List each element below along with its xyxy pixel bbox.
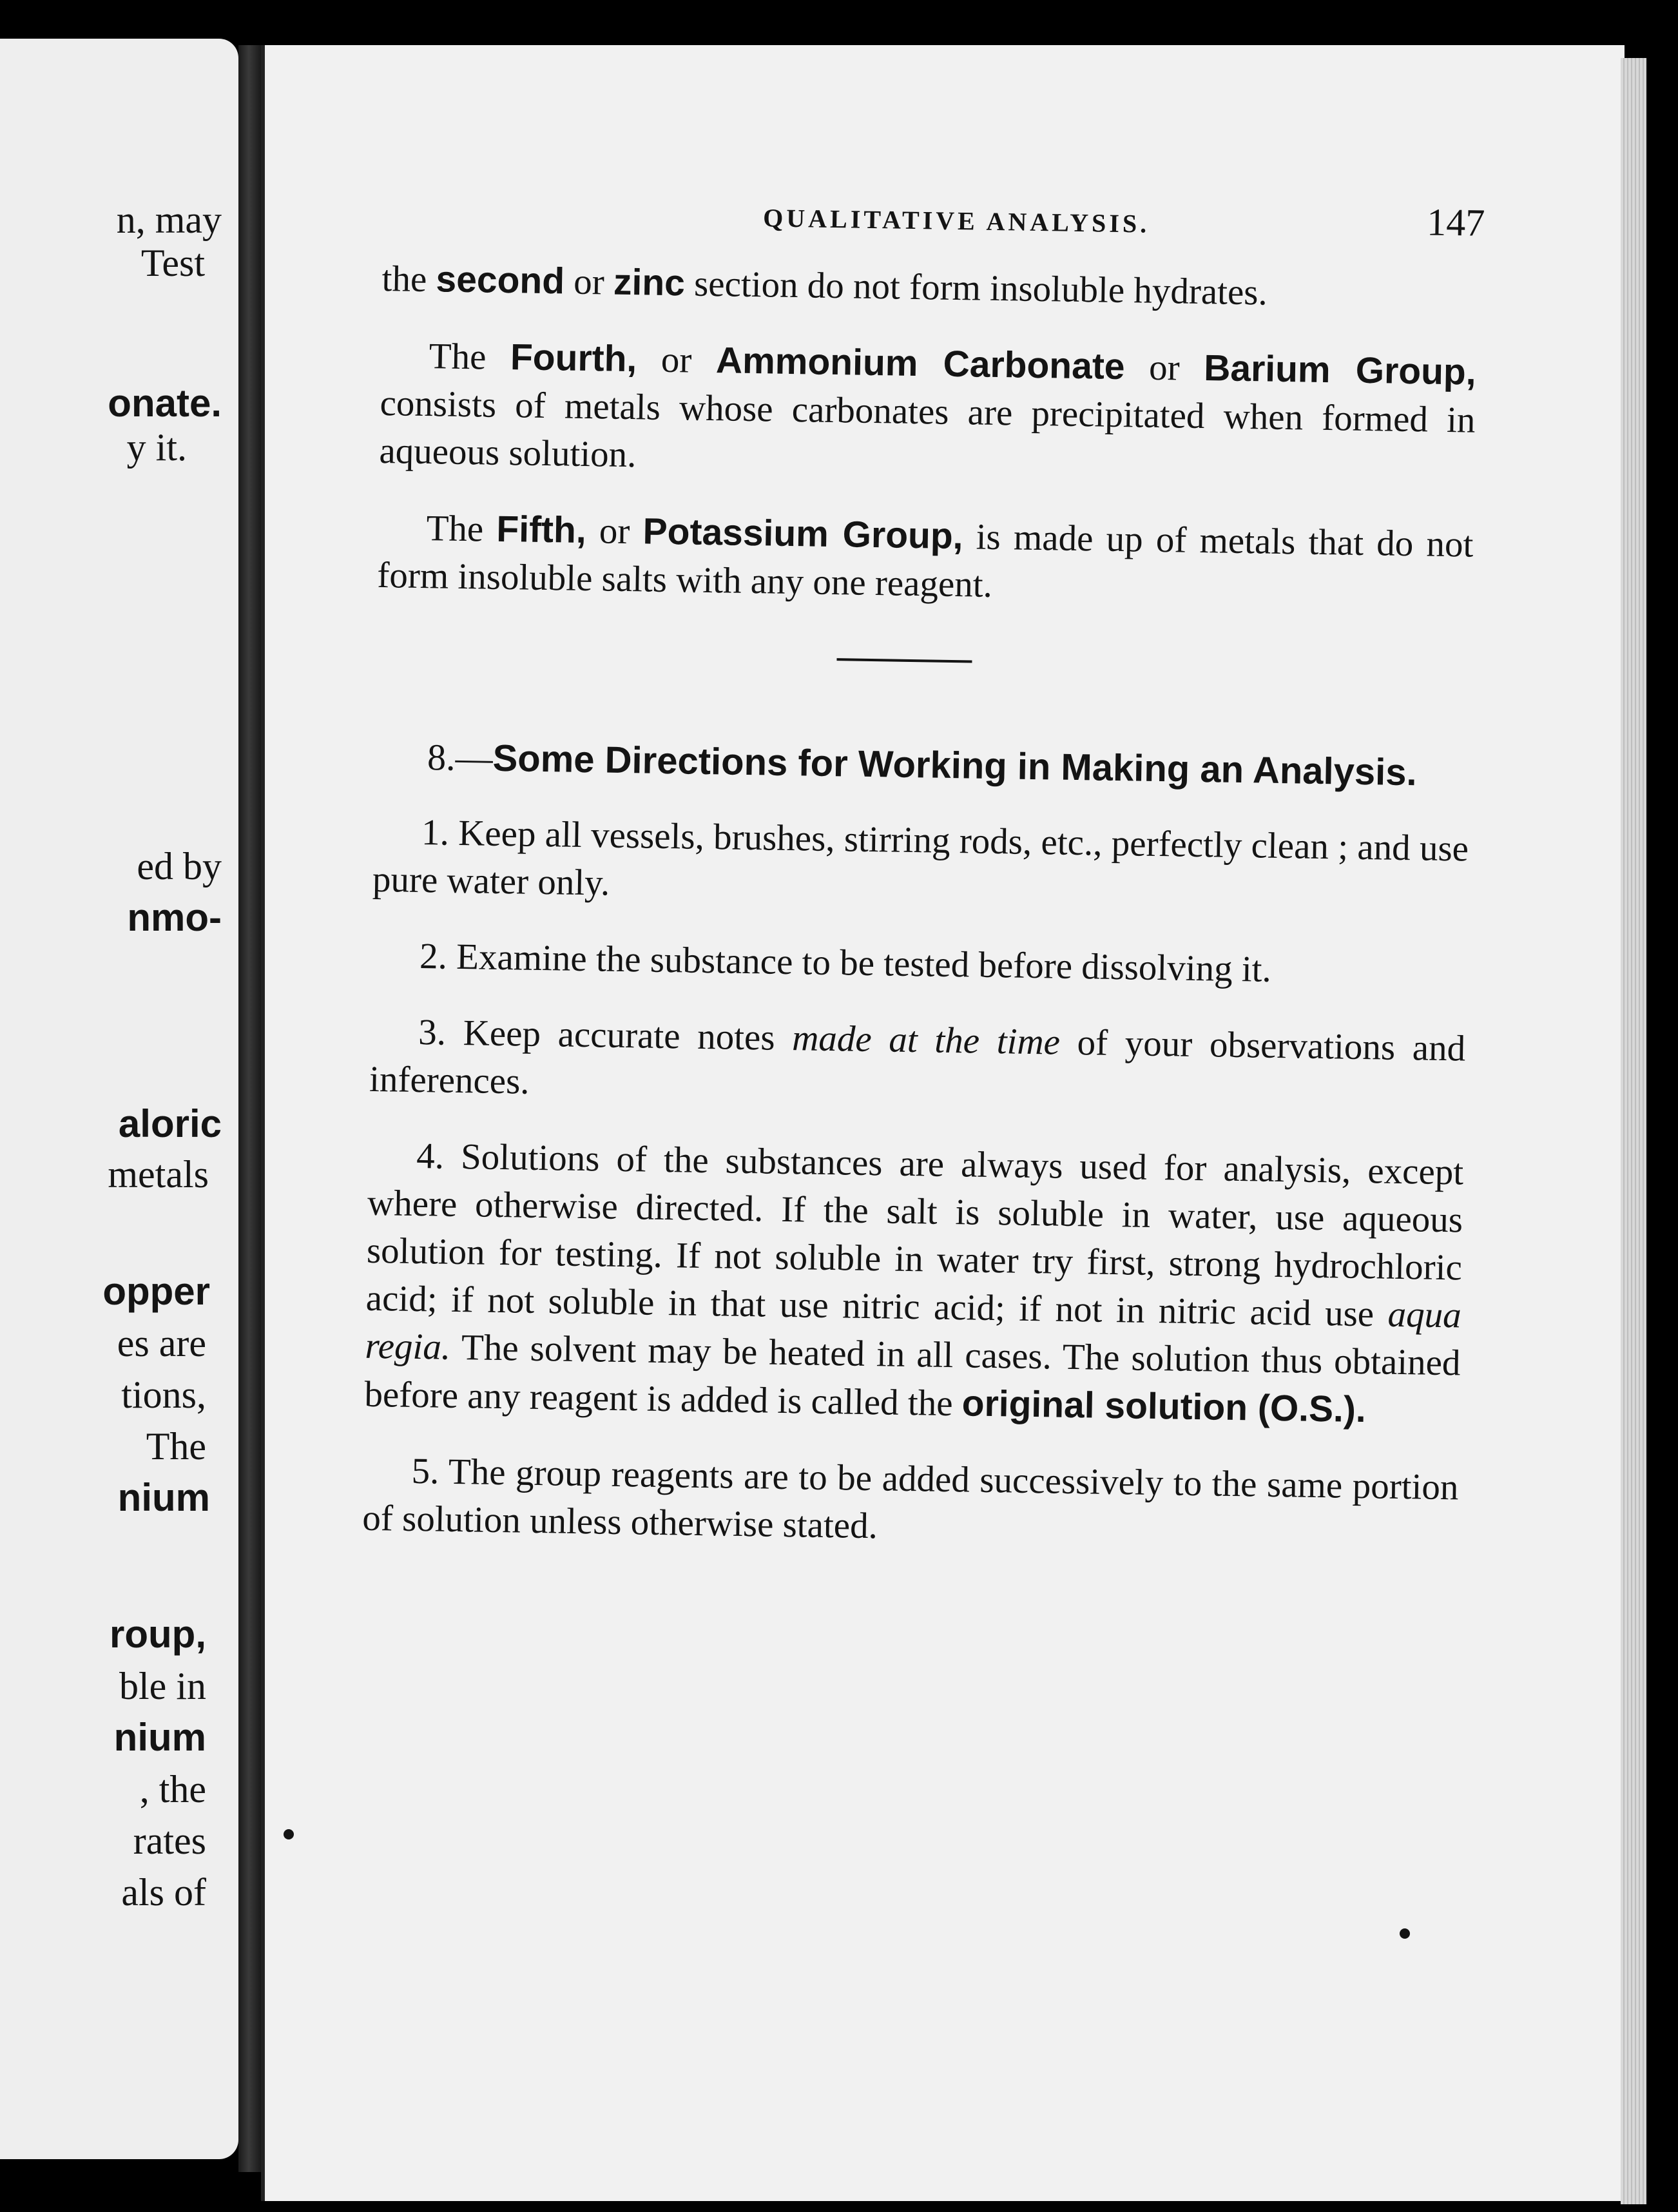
page-number: 147 — [1426, 200, 1485, 244]
book-gutter — [238, 45, 264, 2172]
page-edge — [1621, 58, 1646, 2204]
text-run: 3. Keep accurate notes — [418, 1012, 793, 1059]
left-text-fragment: nmo- — [127, 896, 222, 939]
left-text-fragment: als of — [121, 1871, 206, 1914]
bold-term: Barium Group, — [1203, 347, 1477, 393]
italic-phrase: aqua regia. — [365, 1294, 1462, 1368]
text-run: The — [429, 336, 511, 378]
text-run: of your observations and inferences. — [369, 1022, 1466, 1102]
bold-term: Potassium Group, — [642, 510, 964, 558]
left-text-fragment: onate. — [108, 382, 222, 425]
section-divider — [836, 658, 972, 663]
bold-term: zinc — [613, 261, 686, 304]
left-text-fragment: y it. — [126, 426, 187, 469]
text-run: or — [564, 261, 614, 303]
left-text-fragment: The — [146, 1425, 206, 1468]
running-title: QUALITATIVE ANALYSIS. — [762, 203, 1150, 238]
left-text-fragment: nium — [113, 1716, 206, 1759]
bold-term: original solution (O.S.). — [961, 1382, 1367, 1431]
section-number: 8.— — [427, 736, 494, 779]
bold-term: Fourth, — [510, 336, 637, 380]
left-text-fragment: roup, — [110, 1613, 206, 1656]
left-text-fragment: ed by — [137, 845, 222, 888]
bold-term: Ammonium Carbonate — [715, 340, 1126, 388]
text-run: section do not form insoluble hydrates. — [684, 263, 1268, 313]
text-run: 4. Solutions of the substances are always used for analysis, except where otherwise directed. If the salt is soluble in water, use aqueous solution for testing. If not soluble in water try first, strong hydrochloric acid; if not soluble in that use nitric acid; if not in nitric acid use — [365, 1135, 1464, 1335]
text-run: the — [381, 258, 437, 300]
left-text-fragment: n, may — [116, 199, 222, 241]
direction-item: 5. The group reagents are to be added successively to the same portion of solution unless otherwise stated. — [362, 1450, 1459, 1547]
left-text-fragment: metals — [108, 1153, 209, 1196]
left-text-fragment: Test — [140, 242, 205, 284]
margin-dot — [1400, 1928, 1410, 1939]
text-run: The solvent may be heated in all cases. The solution thus obtained before any reagent is added is called the — [363, 1326, 1461, 1424]
page-content — [362, 184, 1485, 1587]
left-text-fragment: opper — [102, 1270, 210, 1313]
left-text-fragment: aloric — [118, 1102, 222, 1145]
bold-term: second — [436, 258, 565, 302]
italic-phrase: made at the time — [791, 1018, 1061, 1063]
section-title: Some Directions for Working in Making an Analysis. — [492, 737, 1418, 794]
text-run: or — [586, 510, 644, 552]
paragraph-fourth-group — [379, 331, 1476, 492]
text-run: consists of metals whose carbonates are precipitated when formed in aqueous solution. — [378, 382, 1476, 476]
text-run: The — [426, 508, 497, 550]
direction-item — [369, 1008, 1466, 1121]
left-text-fragment: , the — [139, 1768, 206, 1810]
margin-dot — [284, 1829, 294, 1839]
left-text-fragment: nium — [117, 1476, 210, 1519]
direction-item: 2. Examine the substance to be tested before dissolving it. — [419, 936, 1272, 990]
left-text-fragment: ble in — [119, 1665, 206, 1707]
bold-term: Fifth, — [496, 508, 587, 552]
paragraph-fifth-group — [377, 503, 1474, 617]
text-run: or — [636, 339, 717, 382]
direction-item: 1. Keep all vessels, brushes, stirring rods, etc., perfectly clean ; and use pure water only. — [372, 812, 1469, 904]
left-text-fragment: tions, — [121, 1373, 206, 1416]
text-run: is made up of metals that do not form insoluble salts with any one reagent. — [376, 516, 1474, 605]
section-heading — [374, 731, 1470, 800]
direction-item — [364, 1132, 1464, 1436]
left-text-fragment: es are — [117, 1322, 206, 1364]
left-page — [0, 39, 238, 2159]
text-run: or — [1124, 347, 1204, 389]
left-text-fragment: rates — [133, 1819, 206, 1862]
